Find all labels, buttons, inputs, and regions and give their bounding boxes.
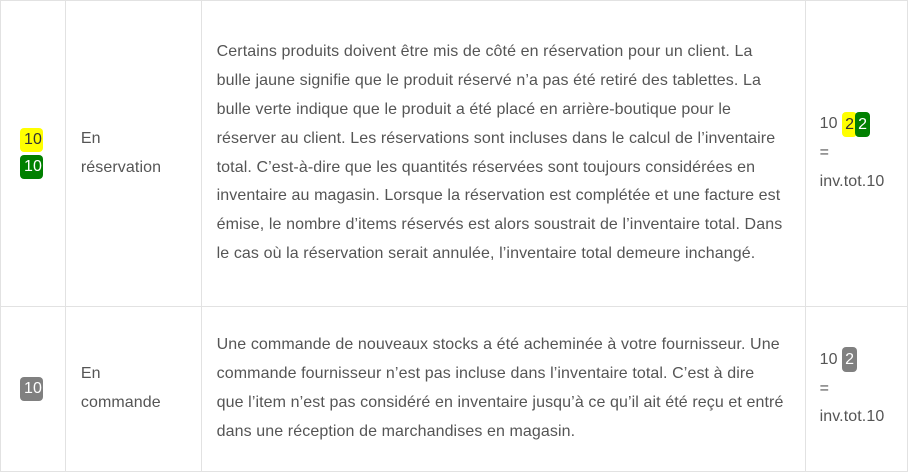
table-row-reservation	[1, 1, 908, 307]
status-label-cell	[65, 1, 201, 307]
reserved-in-backstore-badge: 10	[20, 155, 43, 179]
inventory-calc-cell	[805, 1, 907, 307]
calc-reserved-in-backstore-badge: 2	[855, 112, 870, 137]
status-badges-cell	[1, 1, 66, 307]
calc-equals: =	[819, 379, 830, 397]
calc-result: inv.tot.10	[819, 408, 885, 426]
calc-reserved-on-shelf-badge: 2	[842, 112, 857, 137]
calc-on-order-badge: 2	[842, 347, 857, 372]
on-order-badge: 10	[20, 377, 43, 401]
calc-result: inv.tot.10	[819, 172, 885, 190]
badge-stack	[20, 377, 65, 401]
calc-base-value: 10	[819, 115, 838, 133]
reserved-on-shelf-badge: 10	[20, 128, 43, 152]
badge-stack	[20, 128, 65, 179]
calc-line-1	[820, 110, 893, 139]
status-description: Certains produits doivent être mis de côté en réservation pour un client. La bulle jaune signifie que le produit réservé n’a pas été retiré des tablettes. La bulle verte indique que le produit a été placé en arrière-boutique pour le réserver au client. Les réservations sont incluses dans le calcul de l’inventaire total. C’est-à-dire que les quantités réservées sont toujours considérées en inventaire au magasin. Lorsque la réservation est complétée et une facture est émise, le nombre d’items réservés est alors soustrait de l’inventaire total. Dans le cas où la réservation serait annulée, l’inventaire total demeure inchangé.	[216, 43, 783, 262]
status-label-line2: commande	[80, 394, 161, 411]
calc-base-value: 10	[819, 350, 838, 368]
status-label-cell	[65, 307, 201, 472]
table-row-order	[1, 307, 908, 472]
inventory-calc-cell	[805, 307, 907, 472]
status-description-cell	[201, 307, 805, 472]
calc-equals: =	[819, 144, 830, 162]
status-description-cell	[201, 1, 805, 307]
status-label-line2: réservation	[80, 158, 162, 176]
status-badges-cell	[1, 307, 66, 472]
status-description: Une commande de nouveaux stocks a été acheminée à votre fournisseur. Une commande fournisseur n’est pas incluse dans l’inventaire total. C’est à dire que l’item n’est pas considéré en inventaire jusqu’à ce qu’il ait été reçu et entré dans une réception de marchandises en magasin.	[216, 336, 784, 440]
calc-line-1	[820, 346, 893, 375]
status-label-line1: En	[80, 129, 101, 147]
status-label-line1: En	[80, 365, 101, 383]
